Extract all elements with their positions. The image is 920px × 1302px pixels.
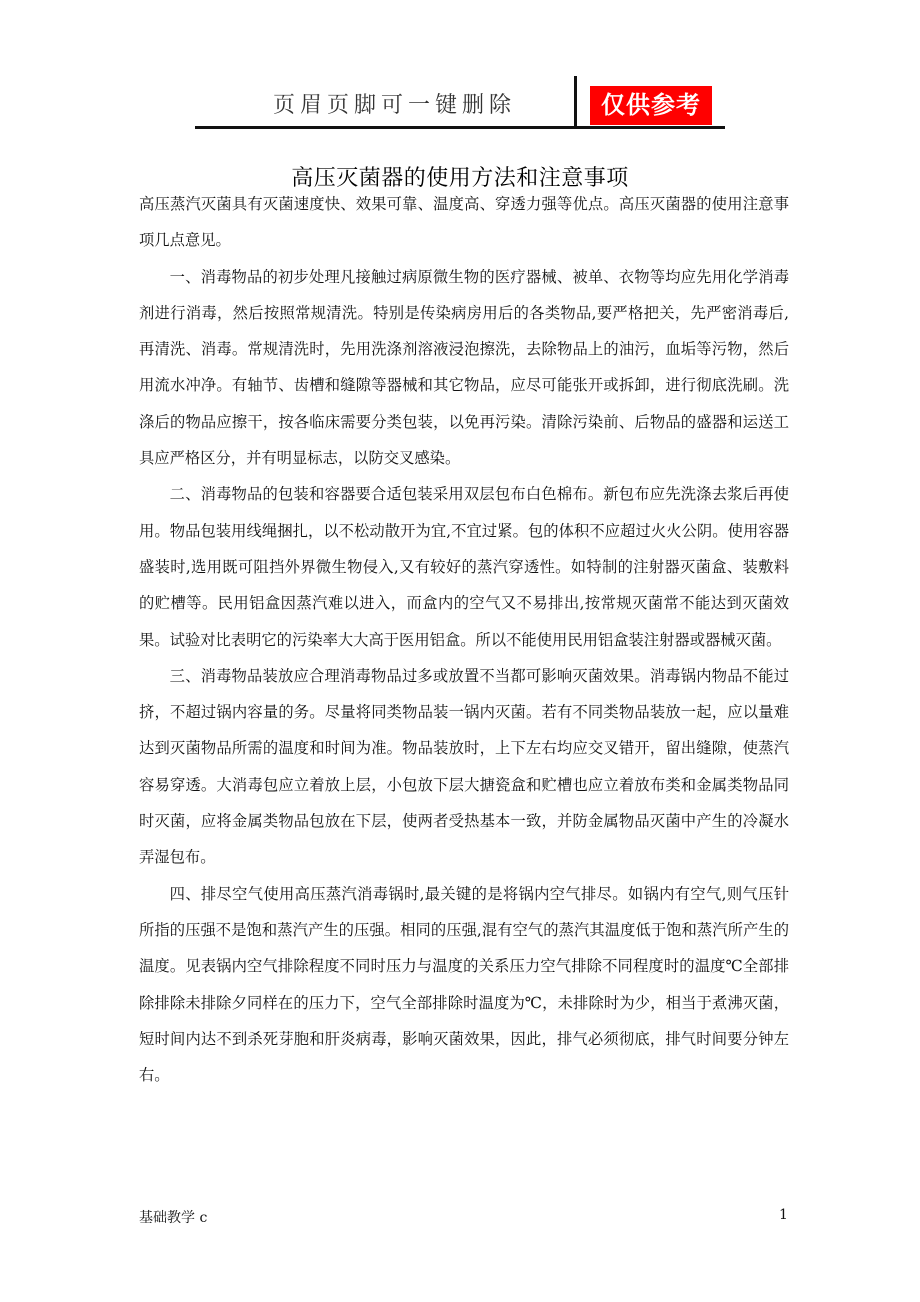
section-2-paragraph: 二、消毒物品的包装和容器要合适包装采用双层包布白色棉布。新包布应先洗涤去浆后再使用。物品包装用线绳捆扎，以不松动散开为宜,不宜过紧。包的体积不应超过火火公阴。使用容器盛装时,选用既可阻挡外界微生物侵入,又有较好的蒸汽穿透性。如特制的注射器灭菌盒、装敷料的贮槽等。民用铝盒因蒸汽难以进入，而盒内的空气又不易排出,按常规灭菌常不能达到灭菌效果。试验对比表明它的污染率大大高于医用铝盒。所以不能使用民用铝盒装注射器或器械灭菌。 xyxy=(139,485,789,649)
page-header-banner xyxy=(195,76,725,130)
header-rule xyxy=(195,126,725,129)
reference-only-badge: 仅供参考 xyxy=(590,86,712,125)
footer-label: 基础教学 c xyxy=(139,1210,208,1226)
header-banner-text: 页眉页脚可一键删除 xyxy=(273,93,517,118)
intro-paragraph: 高压蒸汽灭菌具有灭菌速度快、效果可靠、温度高、穿透力强等优点。高压灭菌器的使用注意事项几点意见。 xyxy=(139,195,789,250)
page-number: 1 xyxy=(779,1207,788,1223)
document-title: 高压灭菌器的使用方法和注意事项 xyxy=(291,165,629,191)
section-1-paragraph: 一、消毒物品的初步处理凡接触过病原微生物的医疗器械、被单、衣物等均应先用化学消毒剂进行消毒，然后按照常规清洗。特别是传染病房用后的各类物品,要严格把关，先严密消毒后,再清洗、消毒。常规清洗时，先用洗涤剂溶液浸泡擦洗，去除物品上的油污，血垢等污物，然后用流水冲净。有轴节、齿槽和缝隙等器械和其它物品，应尽可能张开或拆卸，进行彻底洗刷。洗涤后的物品应擦干，按各临床需要分类包装，以免再污染。清除污染前、后物品的盛器和运送工具应严格区分，并有明显标志，以防交叉感染。 xyxy=(139,267,789,468)
section-3-paragraph: 三、消毒物品装放应合理消毒物品过多或放置不当都可影响灭菌效果。消毒锅内物品不能过挤，不超过锅内容量的务。尽量将同类物品装一锅内灭菌。若有不同类物品装放一起，应以量难达到灭菌物品所需的温度和时间为准。物品装放时，上下左右均应交叉错开，留出缝隙，使蒸汽容易穿透。大消毒包应立着放上层，小包放下层大搪瓷盒和贮槽也应立着放布类和金属类物品同时灭菌，应将金属类物品包放在下层，使两者受热基本一致，并防金属物品灭菌中产生的冷凝水弄湿包布。 xyxy=(139,666,789,867)
document-body xyxy=(139,186,789,1093)
header-divider xyxy=(574,76,577,127)
section-4-paragraph: 四、排尽空气使用高压蒸汽消毒锅时,最关键的是将锅内空气排尽。如锅内有空气,则气压针所指的压强不是饱和蒸汽产生的压强。相同的压强,混有空气的蒸汽其温度低于饱和蒸汽所产生的温度。见表锅内空气排除程度不同时压力与温度的关系压力空气排除不同程度时的温度℃全部排除排除未排除夕同样在的压力下，空气全部排除时温度为℃，未排除时为少，相当于煮沸灭菌，短时间内达不到杀死芽胞和肝炎病毒，影响灭菌效果，因此，排气必须彻底，排气时间要分钟左右。 xyxy=(139,884,789,1085)
